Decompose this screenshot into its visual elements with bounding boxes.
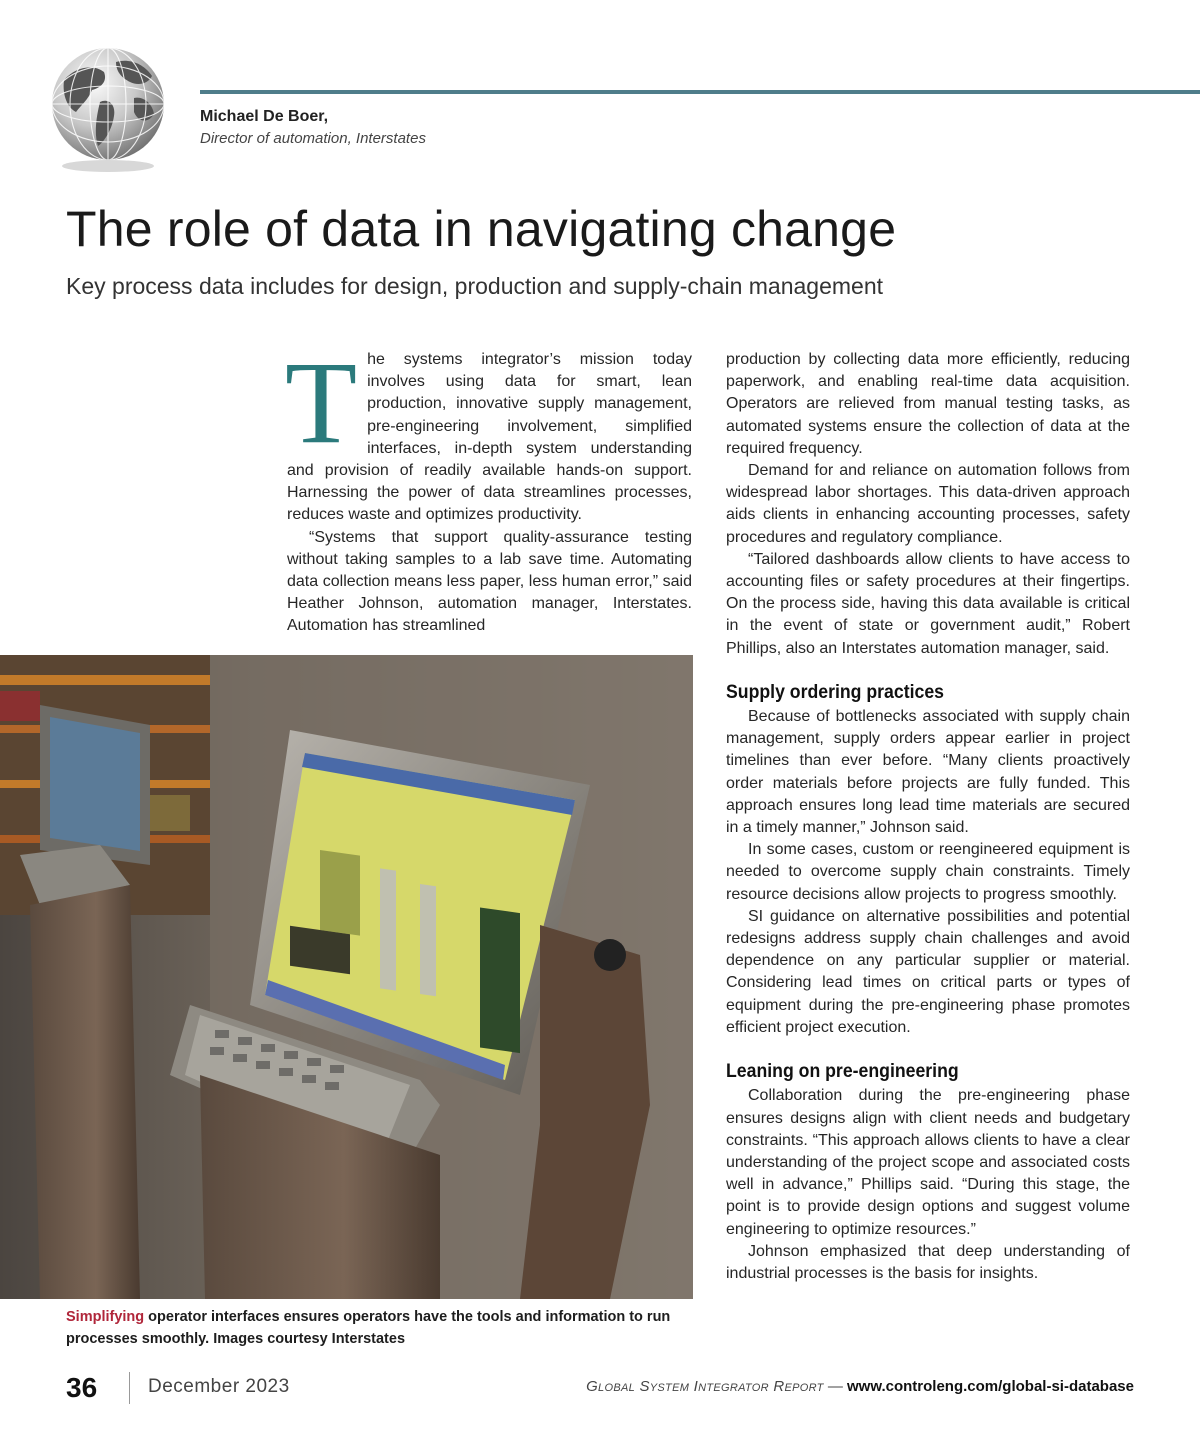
paragraph: Demand for and reliance on automation follows from widespread labor shortages. This data-driven approach aids clients in enhancing accounting processes, safety procedures and regulatory compliance.: [726, 462, 1130, 546]
author-name: Michael De Boer,: [200, 108, 329, 125]
drop-cap: T: [285, 337, 358, 468]
publication-name: Global System Integrator Report: [586, 1378, 824, 1395]
paragraph: production by collecting data more efficiently, reducing paperwork, and enabling real-time data acquisition. Operators are relieved from manual testing tasks, as automated systems ensure the collection of data at the required frequency.: [726, 351, 1130, 457]
article-column-left: [285, 337, 692, 638]
article-deck: Key process data includes for design, production and supply-chain management: [66, 273, 883, 299]
globe-icon: [42, 42, 174, 174]
caption-text: operator interfaces ensures operators have the tools and information to run processes smoothly. Images courtesy Interstates: [66, 1309, 671, 1347]
article-headline: The role of data in navigating change: [66, 201, 897, 257]
issue-date: December 2023: [148, 1376, 290, 1397]
article-column-right: [726, 349, 1130, 1285]
paragraph: “Systems that support quality-assurance testing without taking samples to a lab save time. Automating data collection means less paper, less human error,” said Heather Johnson, automation manager, Interstates. Automation has streamlined: [287, 528, 692, 635]
caption-lead: Simplifying: [66, 1309, 145, 1325]
footer-dash: —: [823, 1378, 847, 1395]
operator-terminal-photo: [0, 655, 693, 1299]
footer-divider: [129, 1372, 130, 1404]
author-title: Director of automation, Interstates: [200, 130, 426, 147]
publication-url[interactable]: www.controleng.com/global-si-database: [847, 1378, 1134, 1395]
photo-caption: [66, 1306, 686, 1350]
paragraph: SI guidance on alternative possibilities and potential redesigns address supply chain challenges and avoid dependence on any particular supplier or material. Considering lead times on critical parts or types of equipment during the pre-engineering phase promotes efficient project execution.: [726, 907, 1130, 1036]
footer-publication: [586, 1378, 1134, 1395]
subhead-supply-ordering: Supply ordering practices: [726, 681, 944, 703]
paragraph: Johnson emphasized that deep understanding of industrial processes is the basis for insights.: [726, 1242, 1130, 1282]
header-rule: [200, 90, 1200, 94]
subhead-pre-engineering: Leaning on pre-engineering: [726, 1061, 959, 1083]
paragraph: he systems integrator’s mission today involves using data for smart, lean production, innovative supply management, pre-engineering involvement, simplified interfaces, in-depth system understanding and provision of readily available hands-on support. Harnessing the power of data streamlines processes, reduces waste and optimizes productivity.: [287, 351, 692, 524]
paragraph: Because of bottlenecks associated with supply chain management, supply orders appear earlier in project timelines than ever before. “Many clients proactively order materials before projects are fully funded. This approach ensures long lead time materials are secured in a timely manner,” Johnson said.: [726, 708, 1130, 837]
paragraph: “Tailored dashboards allow clients to have access to accounting files or safety procedures at their fingertips. On the process side, having this data available is critical in the event of state or government audit,” Robert Phillips, also an Interstates automation manager, said.: [726, 550, 1130, 657]
paragraph: Collaboration during the pre-engineering phase ensures designs align with client needs and budgetary constraints. “This approach allows clients to have a clear understanding of the project scope and associated costs well in advance,” Phillips said. “During this stage, the point is to provide design options and suggest volume engineering to optimize resources.”: [726, 1087, 1130, 1238]
page-number: 36: [66, 1372, 98, 1403]
paragraph: In some cases, custom or reengineered equipment is needed to overcome supply chain constraints. Timely resource decisions allow projects to progress smoothly.: [726, 841, 1130, 903]
